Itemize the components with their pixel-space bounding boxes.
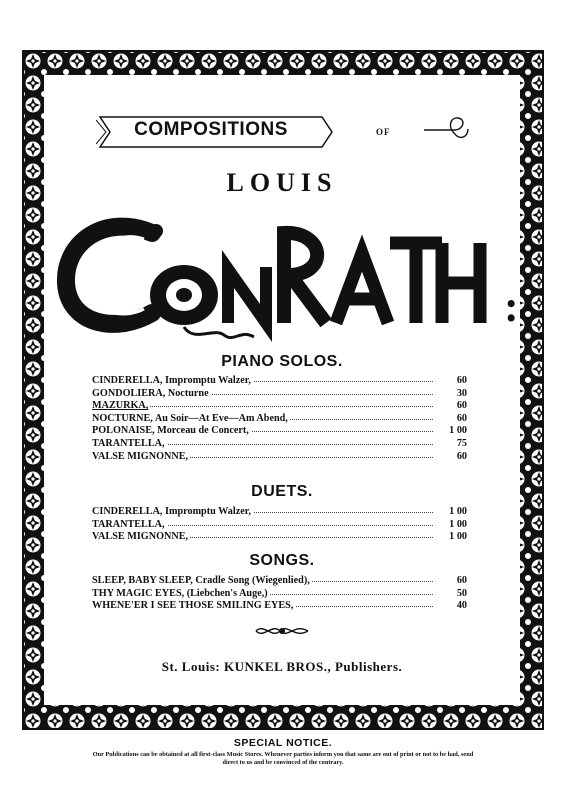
piano-solos-heading: PIANO SOLOS. [221, 353, 343, 370]
of-label: OF [376, 127, 391, 137]
letter-r [284, 233, 326, 323]
title-page-panel [44, 75, 520, 705]
divider-ornament [254, 623, 310, 639]
list-item: VALSE MIGNONNE, 60 [92, 450, 467, 462]
letter-c [66, 224, 163, 324]
songs-list [92, 575, 467, 613]
special-notice-text: Our Publications can be obtained at all first-class Music Stores. Whenever parties inform you that same are out of print or not to be had, send direct to us and be convinced of the contrary. [92, 751, 474, 766]
composer-first-name: LOUIS [226, 168, 338, 197]
list-item: POLONAISE, Morceau de Concert, 1 00 [92, 425, 467, 437]
letter-h [442, 243, 480, 323]
compositions-banner [96, 115, 336, 154]
list-item: WHENE'ER I SEE THOSE SMILING EYES, 40 [92, 600, 467, 612]
list-item: GONDOLIERA, Nocturne 30 [92, 387, 467, 399]
conrath-logotype [44, 203, 520, 343]
publisher-imprint: St. Louis: KUNKEL BROS., Publishers. [161, 659, 403, 674]
underline-flourish [184, 327, 254, 338]
songs-heading: SONGS. [249, 552, 315, 569]
list-item: MAZURKA, 60 [92, 400, 467, 412]
colon-mark: : [504, 282, 519, 331]
list-item: CINDERELLA, Impromptu Walzer, 60 [92, 375, 467, 386]
letter-t [390, 243, 442, 323]
special-notice-title: SPECIAL NOTICE. [233, 737, 333, 749]
list-item: THY MAGIC EYES, (Liebchen's Auge,) 50 [92, 587, 467, 599]
duets-list [92, 506, 467, 544]
piano-solos-list [92, 375, 467, 463]
flourish-scroll [424, 115, 472, 149]
banner-title: COMPOSITIONS [134, 119, 288, 140]
list-item: TARANTELLA, 1 00 [92, 518, 467, 530]
list-item: CINDERELLA, Impromptu Walzer, 1 00 [92, 506, 467, 517]
list-item: SLEEP, BABY SLEEP, Cradle Song (Wiegenlied), 60 [92, 575, 467, 586]
letter-n [228, 267, 266, 323]
list-item: TARANTELLA, 75 [92, 437, 467, 449]
letter-a [336, 253, 388, 323]
list-item: NOCTURNE, Au Soir—At Eve—Am Abend, 60 [92, 412, 467, 424]
duets-heading: DUETS. [251, 483, 313, 500]
list-item: VALSE MIGNONNE, 1 00 [92, 531, 467, 543]
